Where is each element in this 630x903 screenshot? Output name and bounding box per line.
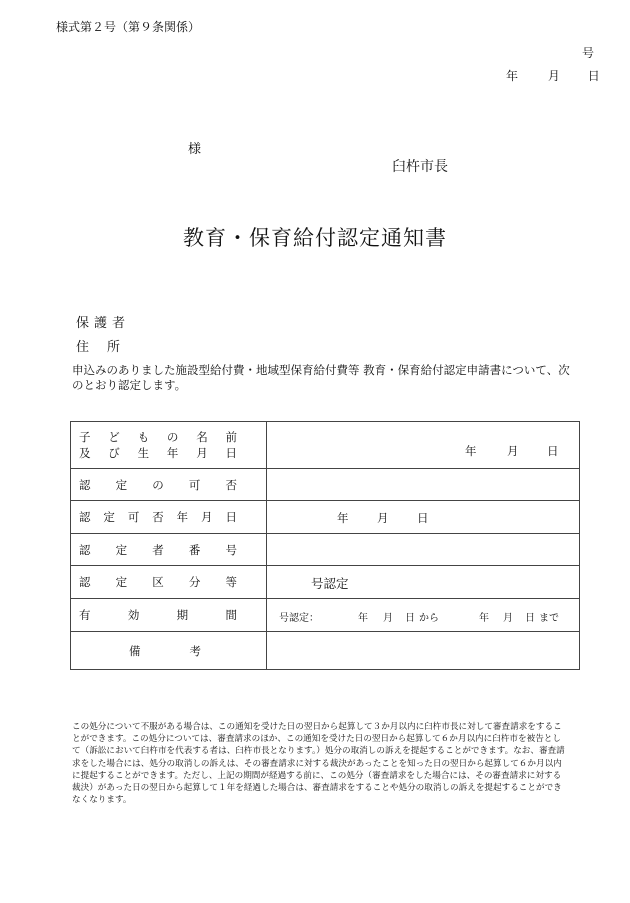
issue-date bbox=[500, 67, 600, 84]
issuer-name: 臼杵市長 bbox=[392, 159, 448, 175]
validity-to-day: 日 bbox=[525, 613, 535, 624]
validity-prefix: 号認定： bbox=[279, 613, 319, 624]
validity-to-suffix: まで bbox=[539, 613, 559, 624]
dob-year: 年 bbox=[465, 444, 477, 458]
approval-label: 認 定 の 可 否 bbox=[71, 469, 267, 501]
category-value[interactable] bbox=[267, 566, 580, 599]
address-label: 住所 bbox=[76, 340, 139, 355]
issue-date-day: 日 bbox=[587, 69, 600, 83]
table-row-validity bbox=[71, 599, 580, 632]
cert-number-label: 認 定 者 番 号 bbox=[71, 534, 267, 566]
table-row-remarks bbox=[71, 632, 580, 670]
form-number: 様式第２号（第９条関係） bbox=[56, 20, 201, 34]
validity-from-day: 日 bbox=[405, 613, 415, 624]
appeal-notice: この処分について不服がある場合は、この通知を受けた日の翌日から起算して３か月以内に臼杵市長に対して審査請求をすることができます。この処分については、審査請求のほか、この通知を受けた日の翌日から起算して６か月以内に臼杵市を被告として（訴訟において臼杵市を代表する者は、臼杵市長となります。）処分の取消しの訴えを提起することができます。なお、審査請求をした場合には、処分の取消しの訴えは、その審査請求に対する裁決があったことを知った日の翌日から起算して６か月以内に提起することができます。ただし、上記の期間が経過する前に、この処分（審査請求をした場合には、その審査請求に対する裁決）があった日の翌日から起算して１年を経過した場合は、審査請求をすることや処分の取消しの訴えを提起することができなくなります。 bbox=[72, 722, 565, 806]
remarks-label: 備 考 bbox=[71, 632, 267, 670]
table-row-approval bbox=[71, 469, 580, 501]
validity-from-suffix: から bbox=[419, 613, 439, 624]
table-row-child bbox=[71, 422, 580, 469]
label-line-2: 及 び 生 年 月 日 bbox=[79, 446, 237, 460]
approval-date-label: 認 定 可 否 年 月 日 bbox=[71, 501, 267, 534]
approval-month: 月 bbox=[377, 511, 389, 525]
approval-date-value[interactable] bbox=[267, 501, 580, 534]
child-name-dob-label bbox=[71, 422, 267, 469]
guardian-label: 保護者 bbox=[76, 316, 131, 331]
document-title: 教育・保育給付認定通知書 bbox=[183, 226, 447, 250]
issue-date-year: 年 bbox=[506, 69, 519, 83]
certification-table bbox=[70, 421, 580, 670]
table-row-cert-number bbox=[71, 534, 580, 566]
approval-value[interactable] bbox=[267, 469, 580, 501]
table-row-category bbox=[71, 566, 580, 599]
addressee-honorific: 様 bbox=[188, 142, 202, 157]
category-label: 認 定 区 分 等 bbox=[71, 566, 267, 599]
intro-text: 申込みのありました施設型給付費・地域型保育給付費等 教育・保育給付認定申請書について、次のとおり認定します。 bbox=[72, 363, 570, 392]
label-line-1: 子 ど も の 名 前 bbox=[79, 430, 237, 444]
child-dob-value[interactable] bbox=[267, 422, 580, 469]
cert-number-value[interactable] bbox=[267, 534, 580, 566]
dob-month: 月 bbox=[507, 444, 519, 458]
validity-to-year: 年 bbox=[479, 613, 489, 624]
issue-number-label: 号 bbox=[582, 46, 595, 60]
dob-day: 日 bbox=[547, 444, 559, 458]
approval-day: 日 bbox=[417, 511, 429, 525]
validity-from-year: 年 bbox=[358, 613, 368, 624]
approval-year: 年 bbox=[337, 511, 349, 525]
issue-date-month: 月 bbox=[547, 69, 560, 83]
validity-label: 有 効 期 間 bbox=[71, 599, 267, 632]
category-text: 号認定 bbox=[311, 576, 349, 591]
table-row-approval-date bbox=[71, 501, 580, 534]
validity-to-month: 月 bbox=[503, 613, 513, 624]
validity-from-month: 月 bbox=[383, 613, 393, 624]
remarks-value[interactable] bbox=[267, 632, 580, 670]
validity-value[interactable] bbox=[267, 599, 580, 632]
